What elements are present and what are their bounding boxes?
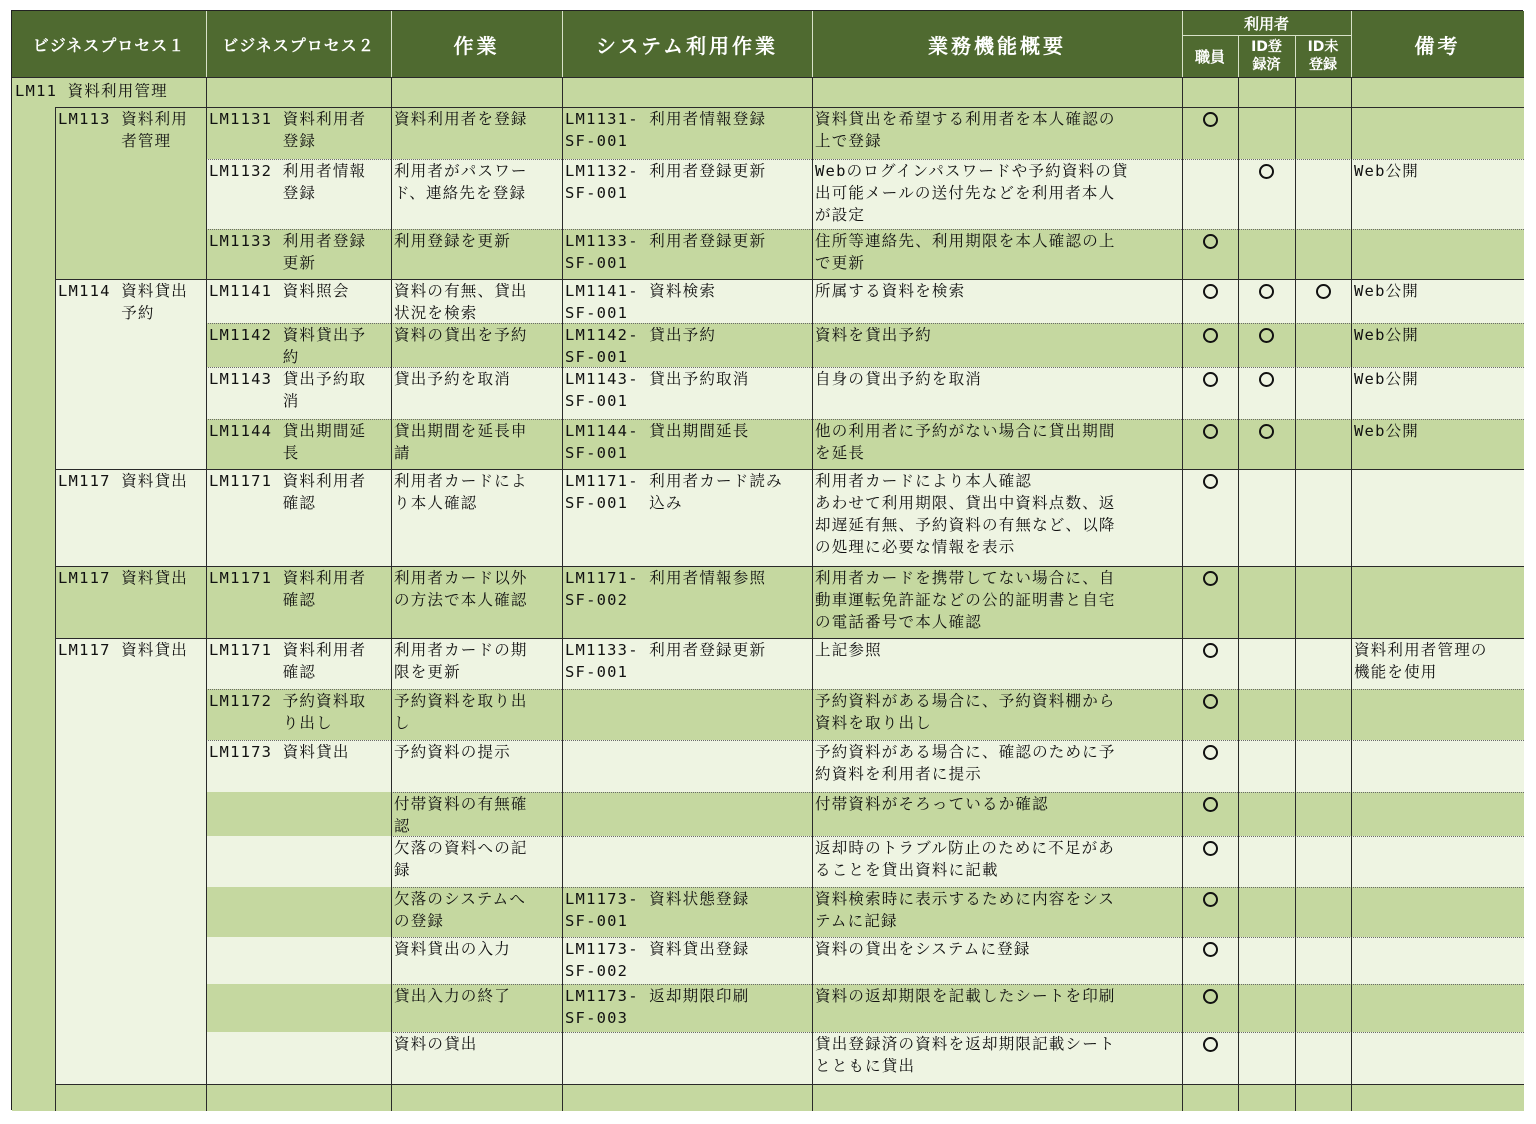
summary-cell: 他の利用者に予約がない場合に貸出期間 を延長	[815, 422, 1116, 462]
summary-cell: 資料の貸出をシステムに登録	[815, 940, 1031, 958]
summary-cell: 資料検索時に表示するために内容をシス テムに記録	[815, 890, 1116, 930]
sys-cell: LM1171- 利用者情報参照 SF-002	[565, 569, 767, 609]
task-cell: 資料の貸出	[394, 1035, 478, 1053]
task-cell: 付帯資料の有無確 認	[394, 795, 528, 835]
column-line	[1238, 77, 1239, 1111]
summary-cell: 予約資料がある場合に、確認のために予 約資料を利用者に提示	[815, 743, 1116, 783]
bp1-cell: LM117 資料貸出	[58, 472, 188, 490]
bp1-cell: LM117 資料貸出	[58, 569, 188, 587]
sys-cell: LM1173- 返却期限印刷 SF-003	[565, 987, 750, 1027]
bp1-cell-bg	[55, 1032, 206, 1084]
circle-mark-icon	[1259, 284, 1274, 299]
group-indent	[12, 107, 55, 1111]
header-divider	[1238, 35, 1239, 77]
sys-cell: LM1132- 利用者登録更新 SF-001	[565, 162, 767, 202]
header-divider	[1182, 35, 1351, 36]
column-line	[1182, 77, 1183, 1111]
bp1-cell-bg	[55, 159, 206, 229]
bp2-cell: LM1171 資料利用者 確認	[209, 472, 367, 512]
process-table	[11, 10, 1523, 1110]
summary-cell: 貸出登録済の資料を返却期限記載シート とともに貸出	[815, 1035, 1116, 1075]
column-line	[812, 77, 813, 1111]
sys-cell: LM1141- 資料検索 SF-001	[565, 282, 717, 322]
bp2-cell: LM1133 利用者登録 更新	[209, 232, 367, 272]
header-divider	[206, 11, 207, 77]
header-function-summary: 業務機能概要	[928, 33, 1066, 58]
bp1-cell: LM114 資料貸出 予約	[58, 282, 188, 322]
circle-mark-icon	[1203, 284, 1218, 299]
column-line	[55, 107, 56, 1111]
bp1-cell-bg	[55, 689, 206, 740]
sys-cell: LM1173- 資料状態登録 SF-001	[565, 890, 750, 930]
summary-cell: 利用者カードを携帯してない場合に、自 動車運転免許証などの公的証明書と自宅 の電話番号で本人確認	[815, 569, 1116, 631]
summary-cell: 付帯資料がそろっているか確認	[815, 795, 1049, 813]
circle-mark-icon	[1203, 643, 1218, 658]
circle-mark-icon	[1259, 424, 1274, 439]
bp1-cell-bg	[55, 792, 206, 836]
bp2-cell: LM1143 貸出予約取 消	[209, 370, 367, 410]
task-cell: 資料の貸出を予約	[394, 326, 528, 344]
header-bp2: ビジネスプロセス２	[222, 35, 375, 55]
bp2-cell: LM1171 資料利用者 確認	[209, 641, 367, 681]
bp1-cell-bg	[55, 740, 206, 792]
column-line	[206, 77, 207, 1111]
column-line	[1351, 77, 1352, 1111]
task-cell: 欠落の資料への記 録	[394, 839, 528, 879]
summary-cell: 返却時のトラブル防止のために不足があ ることを貸出資料に記載	[815, 839, 1115, 879]
sys-cell: LM1142- 貸出予約 SF-001	[565, 326, 717, 366]
task-cell: 貸出期間を延長申 請	[394, 422, 528, 462]
bp2-cell: LM1131 資料利用者 登録	[209, 110, 367, 150]
summary-cell: 自身の貸出予約を取消	[815, 370, 983, 388]
summary-cell: 資料の返却期限を記載したシートを印刷	[815, 987, 1116, 1005]
header-divider	[1182, 11, 1183, 77]
header-divider	[1295, 35, 1296, 77]
bp1-cell: LM113 資料利用 者管理	[58, 110, 188, 150]
task-cell: 貸出入力の終了	[394, 987, 511, 1005]
header-bp1: ビジネスプロセス１	[32, 35, 186, 55]
circle-mark-icon	[1203, 841, 1218, 856]
circle-mark-icon	[1203, 372, 1218, 387]
task-cell: 利用者カード以外 の方法で本人確認	[394, 569, 528, 609]
bp1-cell-bg	[55, 984, 206, 1032]
sys-cell: LM1171- 利用者カード読み SF-001 込み	[565, 472, 783, 512]
task-cell: 貸出予約を取消	[394, 370, 511, 388]
circle-mark-icon	[1203, 328, 1218, 343]
header-task: 作業	[453, 33, 500, 58]
remarks-cell: Web公開	[1354, 282, 1419, 300]
row-divider	[12, 77, 1524, 78]
sys-cell: LM1143- 貸出予約取消 SF-001	[565, 370, 750, 410]
column-line	[1295, 77, 1296, 1111]
summary-cell: Webのログインパスワードや予約資料の貸 出可能メールの送付先などを利用者本人 が設定	[815, 162, 1129, 224]
task-cell: 資料の有無、貸出 状況を検索	[394, 282, 528, 322]
task-cell: 利用者がパスワー ド、連絡先を登録	[394, 162, 528, 202]
circle-mark-icon	[1203, 571, 1218, 586]
remarks-cell: Web公開	[1354, 326, 1419, 344]
task-cell: 予約資料の提示	[394, 743, 511, 761]
header-divider	[391, 11, 392, 77]
circle-mark-icon	[1203, 989, 1218, 1004]
bp2-cell: LM1144 貸出期間延 長	[209, 422, 367, 462]
bp1-cell: LM117 資料貸出	[58, 641, 188, 659]
summary-cell: 資料貸出を希望する利用者を本人確認の 上で登録	[815, 110, 1116, 150]
circle-mark-icon	[1203, 234, 1218, 249]
circle-mark-icon	[1259, 372, 1274, 387]
bp2-cell: LM1132 利用者情報 登録	[209, 162, 367, 202]
header-id-unregistered: ID未 登録	[1307, 39, 1339, 73]
task-cell: 欠落のシステムへ の登録	[394, 890, 527, 930]
remarks-cell: Web公開	[1354, 422, 1419, 440]
circle-mark-icon	[1259, 164, 1274, 179]
bp2-cell: LM1142 資料貸出予 約	[209, 326, 367, 366]
task-cell: 利用登録を更新	[394, 232, 511, 250]
remarks-cell: 資料利用者管理の 機能を使用	[1354, 641, 1488, 681]
circle-mark-icon	[1203, 424, 1218, 439]
bp1-cell-bg	[55, 836, 206, 887]
summary-cell: 利用者カードにより本人確認 あわせて利用期限、貸出中資料点数、返 却遅延有無、予約資料の有無など、以降 の処理に必要な情報を表示	[815, 472, 1116, 556]
column-line	[391, 77, 392, 1111]
header-staff: 職員	[1194, 47, 1225, 66]
sys-cell: LM1144- 貸出期間延長 SF-001	[565, 422, 750, 462]
row-divider	[55, 1084, 1524, 1085]
summary-cell: 住所等連絡先、利用期限を本人確認の上 で更新	[815, 232, 1116, 272]
bp1-cell-bg	[55, 229, 206, 279]
bp1-cell-bg	[55, 367, 206, 419]
task-cell: 利用者カードの期 限を更新	[394, 641, 528, 681]
sys-cell: LM1131- 利用者情報登録 SF-001	[565, 110, 767, 150]
circle-mark-icon	[1203, 797, 1218, 812]
bp1-cell-bg	[55, 937, 206, 984]
header-divider	[1351, 11, 1352, 77]
header-divider	[562, 11, 563, 77]
group-row	[12, 77, 1524, 107]
circle-mark-icon	[1203, 942, 1218, 957]
header-user-group: 利用者	[1243, 14, 1289, 33]
summary-cell: 上記参照	[815, 641, 882, 659]
circle-mark-icon	[1203, 694, 1218, 709]
header-system-task: システム利用作業	[596, 33, 778, 58]
bp1-cell-bg	[55, 419, 206, 469]
summary-cell: 資料を貸出予約	[815, 326, 932, 344]
circle-mark-icon	[1203, 745, 1218, 760]
column-line	[562, 77, 563, 1111]
sys-cell: LM1133- 利用者登録更新 SF-001	[565, 232, 767, 272]
circle-mark-icon	[1316, 284, 1331, 299]
header-id-registered: ID登 録済	[1251, 39, 1282, 73]
sys-cell: LM1173- 資料貸出登録 SF-002	[565, 940, 750, 980]
summary-cell: 所属する資料を検索	[815, 282, 966, 300]
bp2-cell: LM1173 資料貸出	[209, 743, 350, 761]
bottom-filler-row	[55, 1084, 1524, 1111]
group-label: LM11 資料利用管理	[15, 82, 168, 100]
header-divider	[812, 11, 813, 77]
task-cell: 利用者カードによ り本人確認	[394, 472, 528, 512]
remarks-cell: Web公開	[1354, 370, 1419, 388]
remarks-cell: Web公開	[1354, 162, 1419, 180]
circle-mark-icon	[1259, 328, 1274, 343]
circle-mark-icon	[1203, 474, 1218, 489]
circle-mark-icon	[1203, 892, 1218, 907]
sys-cell: LM1133- 利用者登録更新 SF-001	[565, 641, 767, 681]
task-cell: 資料利用者を登録	[394, 110, 528, 128]
circle-mark-icon	[1203, 112, 1218, 127]
bp2-cell: LM1171 資料利用者 確認	[209, 569, 367, 609]
header-remarks: 備考	[1414, 33, 1461, 58]
bp2-cell: LM1141 資料照会	[209, 282, 350, 300]
bp1-cell-bg	[55, 887, 206, 937]
task-cell: 資料貸出の入力	[394, 940, 511, 958]
bp1-cell-bg	[55, 323, 206, 367]
summary-cell: 予約資料がある場合に、予約資料棚から 資料を取り出し	[815, 692, 1116, 732]
task-cell: 予約資料を取り出 し	[394, 692, 528, 732]
bp2-cell: LM1172 予約資料取 り出し	[209, 692, 367, 732]
circle-mark-icon	[1203, 1037, 1218, 1052]
